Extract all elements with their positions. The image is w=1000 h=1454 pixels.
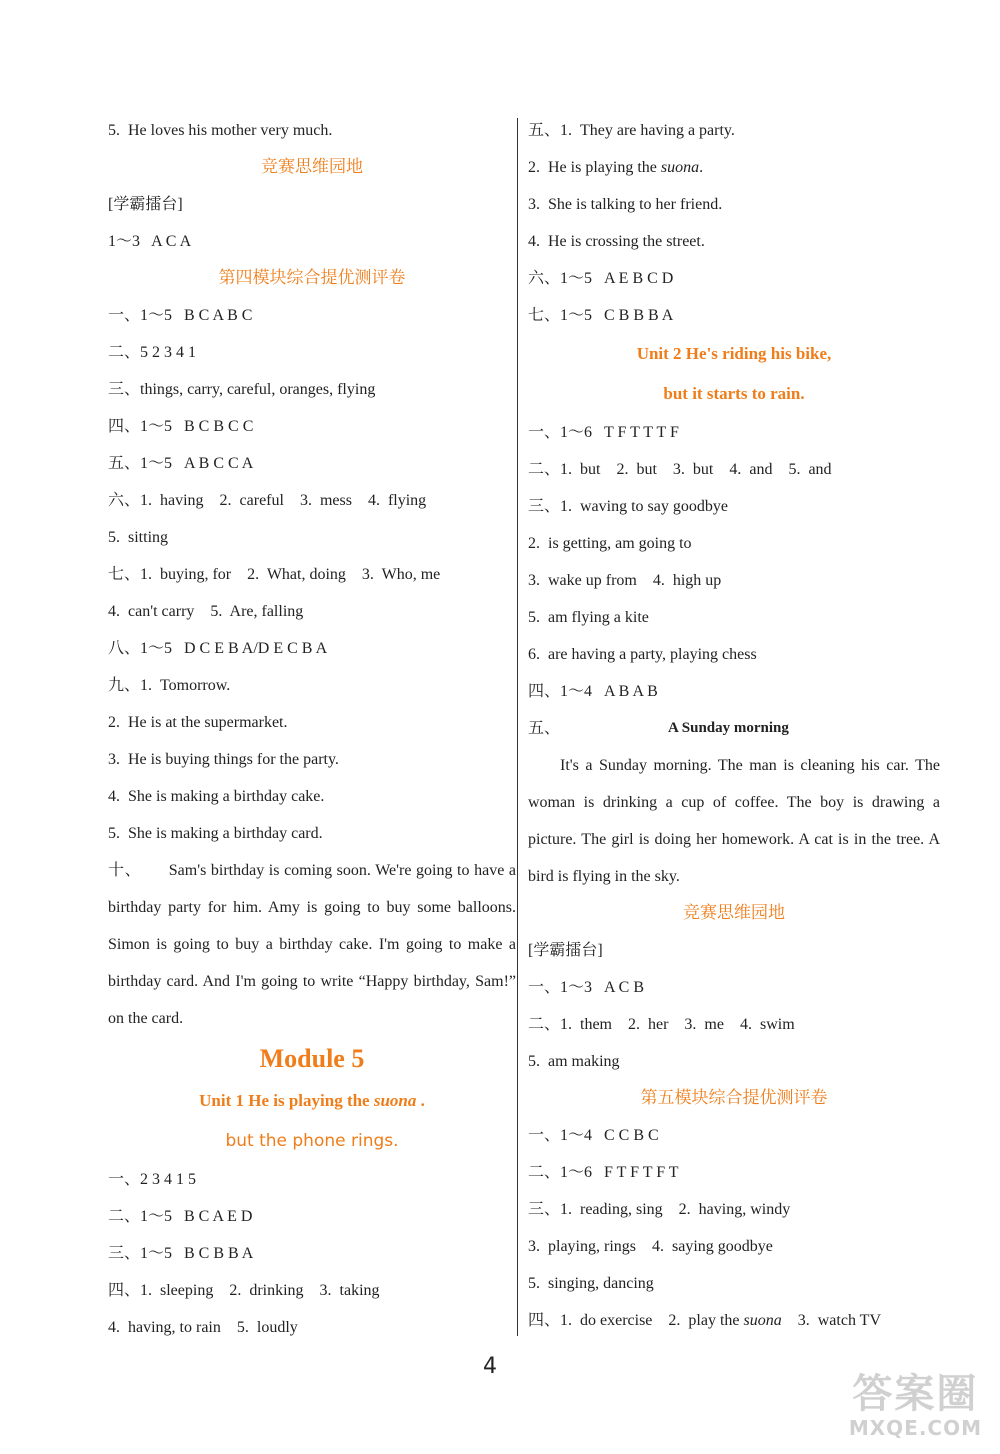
answer-line: 一、1～3 A C B xyxy=(528,979,645,996)
answer-line: 2. He is at the supermarket. xyxy=(108,714,288,731)
answer-line: 3. wake up from 4. high up xyxy=(528,572,722,589)
answer-line: 3. He is buying things for the party. xyxy=(108,751,339,768)
answer-line: 八、1～5 D C E B A/D E C B A xyxy=(108,640,328,657)
unit-subtitle: but the phone rings. xyxy=(225,1131,399,1151)
answer-line: 5. singing, dancing xyxy=(528,1275,654,1292)
answer-line: 二、5 2 3 4 1 xyxy=(108,344,197,361)
answer-line: 六、1～5 A E B C D xyxy=(528,270,674,287)
section-heading: 第五模块综合提优测评卷 xyxy=(640,1088,828,1108)
section-heading: 第四模块综合提优测评卷 xyxy=(218,268,406,288)
left-column xyxy=(108,112,516,1346)
answer-text: 四、1. do exercise 2. play the xyxy=(528,1312,744,1329)
unit-title-end: . xyxy=(416,1091,425,1110)
answer-line: 3. playing, rings 4. saying goodbye xyxy=(528,1238,773,1255)
module-title: Module 5 xyxy=(259,1044,365,1073)
unit-title xyxy=(108,1081,516,1121)
answer-line: 3. She is talking to her friend. xyxy=(528,196,723,213)
answer-line: 一、1～6 T F T T T F xyxy=(528,424,679,441)
answer-line: 六、1. having 2. careful 3. mess 4. flying xyxy=(108,492,427,509)
answer-text: 2. He is playing the xyxy=(528,159,661,176)
answer-line: 4. having, to rain 5. loudly xyxy=(108,1319,298,1336)
passage-lead: 十、 xyxy=(108,862,142,879)
answer-line: 二、1. but 2. but 3. but 4. and 5. and xyxy=(528,461,832,478)
answer-line: [学霸擂台] xyxy=(108,196,183,213)
unit-subtitle: but it starts to rain. xyxy=(663,384,805,403)
passage-title-line xyxy=(528,710,940,747)
section-heading: 竞赛思维园地 xyxy=(683,903,785,923)
passage-text: It's a Sunday morning. The man is cleaning his car. The woman is drinking a cup of coffee. The boy is drawing a picture. The girl is doing her homework. A cat is in the tree. A bird is flying in the sky. xyxy=(528,757,940,885)
answer-line xyxy=(528,149,940,186)
answer-line: 七、1. buying, for 2. What, doing 3. Who, me xyxy=(108,566,441,583)
answer-line: 一、2 3 4 1 5 xyxy=(108,1171,197,1188)
answer-line: 二、1. them 2. her 3. me 4. swim xyxy=(528,1016,795,1033)
watermark-sub: MXQE.COM xyxy=(848,1416,982,1440)
answer-line: 5. am flying a kite xyxy=(528,609,649,626)
answer-line: [学霸擂台] xyxy=(528,942,603,959)
answer-line: 2. is getting, am going to xyxy=(528,535,692,552)
passage-lead: 五、 xyxy=(528,720,561,737)
answer-line: 五、1. They are having a party. xyxy=(528,122,735,139)
answer-line: 四、1～5 B C B C C xyxy=(108,418,254,435)
section-heading: 竞赛思维园地 xyxy=(261,157,363,177)
answer-text-end: 3. watch TV xyxy=(781,1312,881,1329)
unit-title-text: Unit 1 He is playing the xyxy=(199,1091,374,1110)
answer-line: 五、1～5 A B C C A xyxy=(108,455,254,472)
page-number: 4 xyxy=(483,1354,497,1379)
answer-line: 二、1～6 F T F T F T xyxy=(528,1164,679,1181)
answer-line: 二、1～5 B C A E D xyxy=(108,1208,253,1225)
answer-line: 九、1. Tomorrow. xyxy=(108,677,231,694)
answer-line: 6. are having a party, playing chess xyxy=(528,646,757,663)
answer-line: 三、1. reading, sing 2. having, windy xyxy=(528,1201,791,1218)
unit-title: Unit 2 He's riding his bike, xyxy=(636,344,832,363)
answer-line: 5. sitting xyxy=(108,529,169,546)
answer-line: 三、things, carry, careful, oranges, flying xyxy=(108,381,376,398)
answer-line: 4. can't carry 5. Are, falling xyxy=(108,603,304,620)
answer-line: 四、1～4 A B A B xyxy=(528,683,658,700)
answer-line: 1～3 A C A xyxy=(108,233,192,250)
answer-italic: suona xyxy=(743,1312,782,1329)
answer-line: 5. am making xyxy=(528,1053,620,1070)
passage-text: Sam's birthday is coming soon. We're going to have a birthday party for him. Amy is going to buy some balloons. Simon is going to buy a birthday cake. I'm going to make a birthday card. And I'm going to write “Happy birthday, Sam!” on the card. xyxy=(108,862,516,1027)
answer-line: 三、1～5 B C B B A xyxy=(108,1245,254,1262)
watermark-main: 答案圈 xyxy=(852,1371,979,1417)
answer-line: 5. She is making a birthday card. xyxy=(108,825,323,842)
answer-line: 七、1～5 C B B B A xyxy=(528,307,674,324)
answer-line: 5. He loves his mother very much. xyxy=(108,122,333,139)
answer-italic: suona xyxy=(660,159,700,176)
column-divider xyxy=(517,118,518,1336)
answer-line: 一、1～4 C C B C xyxy=(528,1127,659,1144)
passage-ten xyxy=(108,852,516,1037)
passage-title: A Sunday morning xyxy=(668,720,789,736)
answer-line: 四、1. sleeping 2. drinking 3. taking xyxy=(108,1282,380,1299)
right-column xyxy=(528,112,940,1339)
watermark-logo xyxy=(849,1372,982,1440)
answer-line: 三、1. waving to say goodbye xyxy=(528,498,728,515)
answer-text-end: . xyxy=(699,159,704,176)
answer-line xyxy=(528,1302,940,1339)
unit-title-italic: suona xyxy=(373,1091,417,1110)
answer-line: 4. She is making a birthday cake. xyxy=(108,788,325,805)
answer-line: 4. He is crossing the street. xyxy=(528,233,705,250)
answer-line: 一、1～5 B C A B C xyxy=(108,307,253,324)
